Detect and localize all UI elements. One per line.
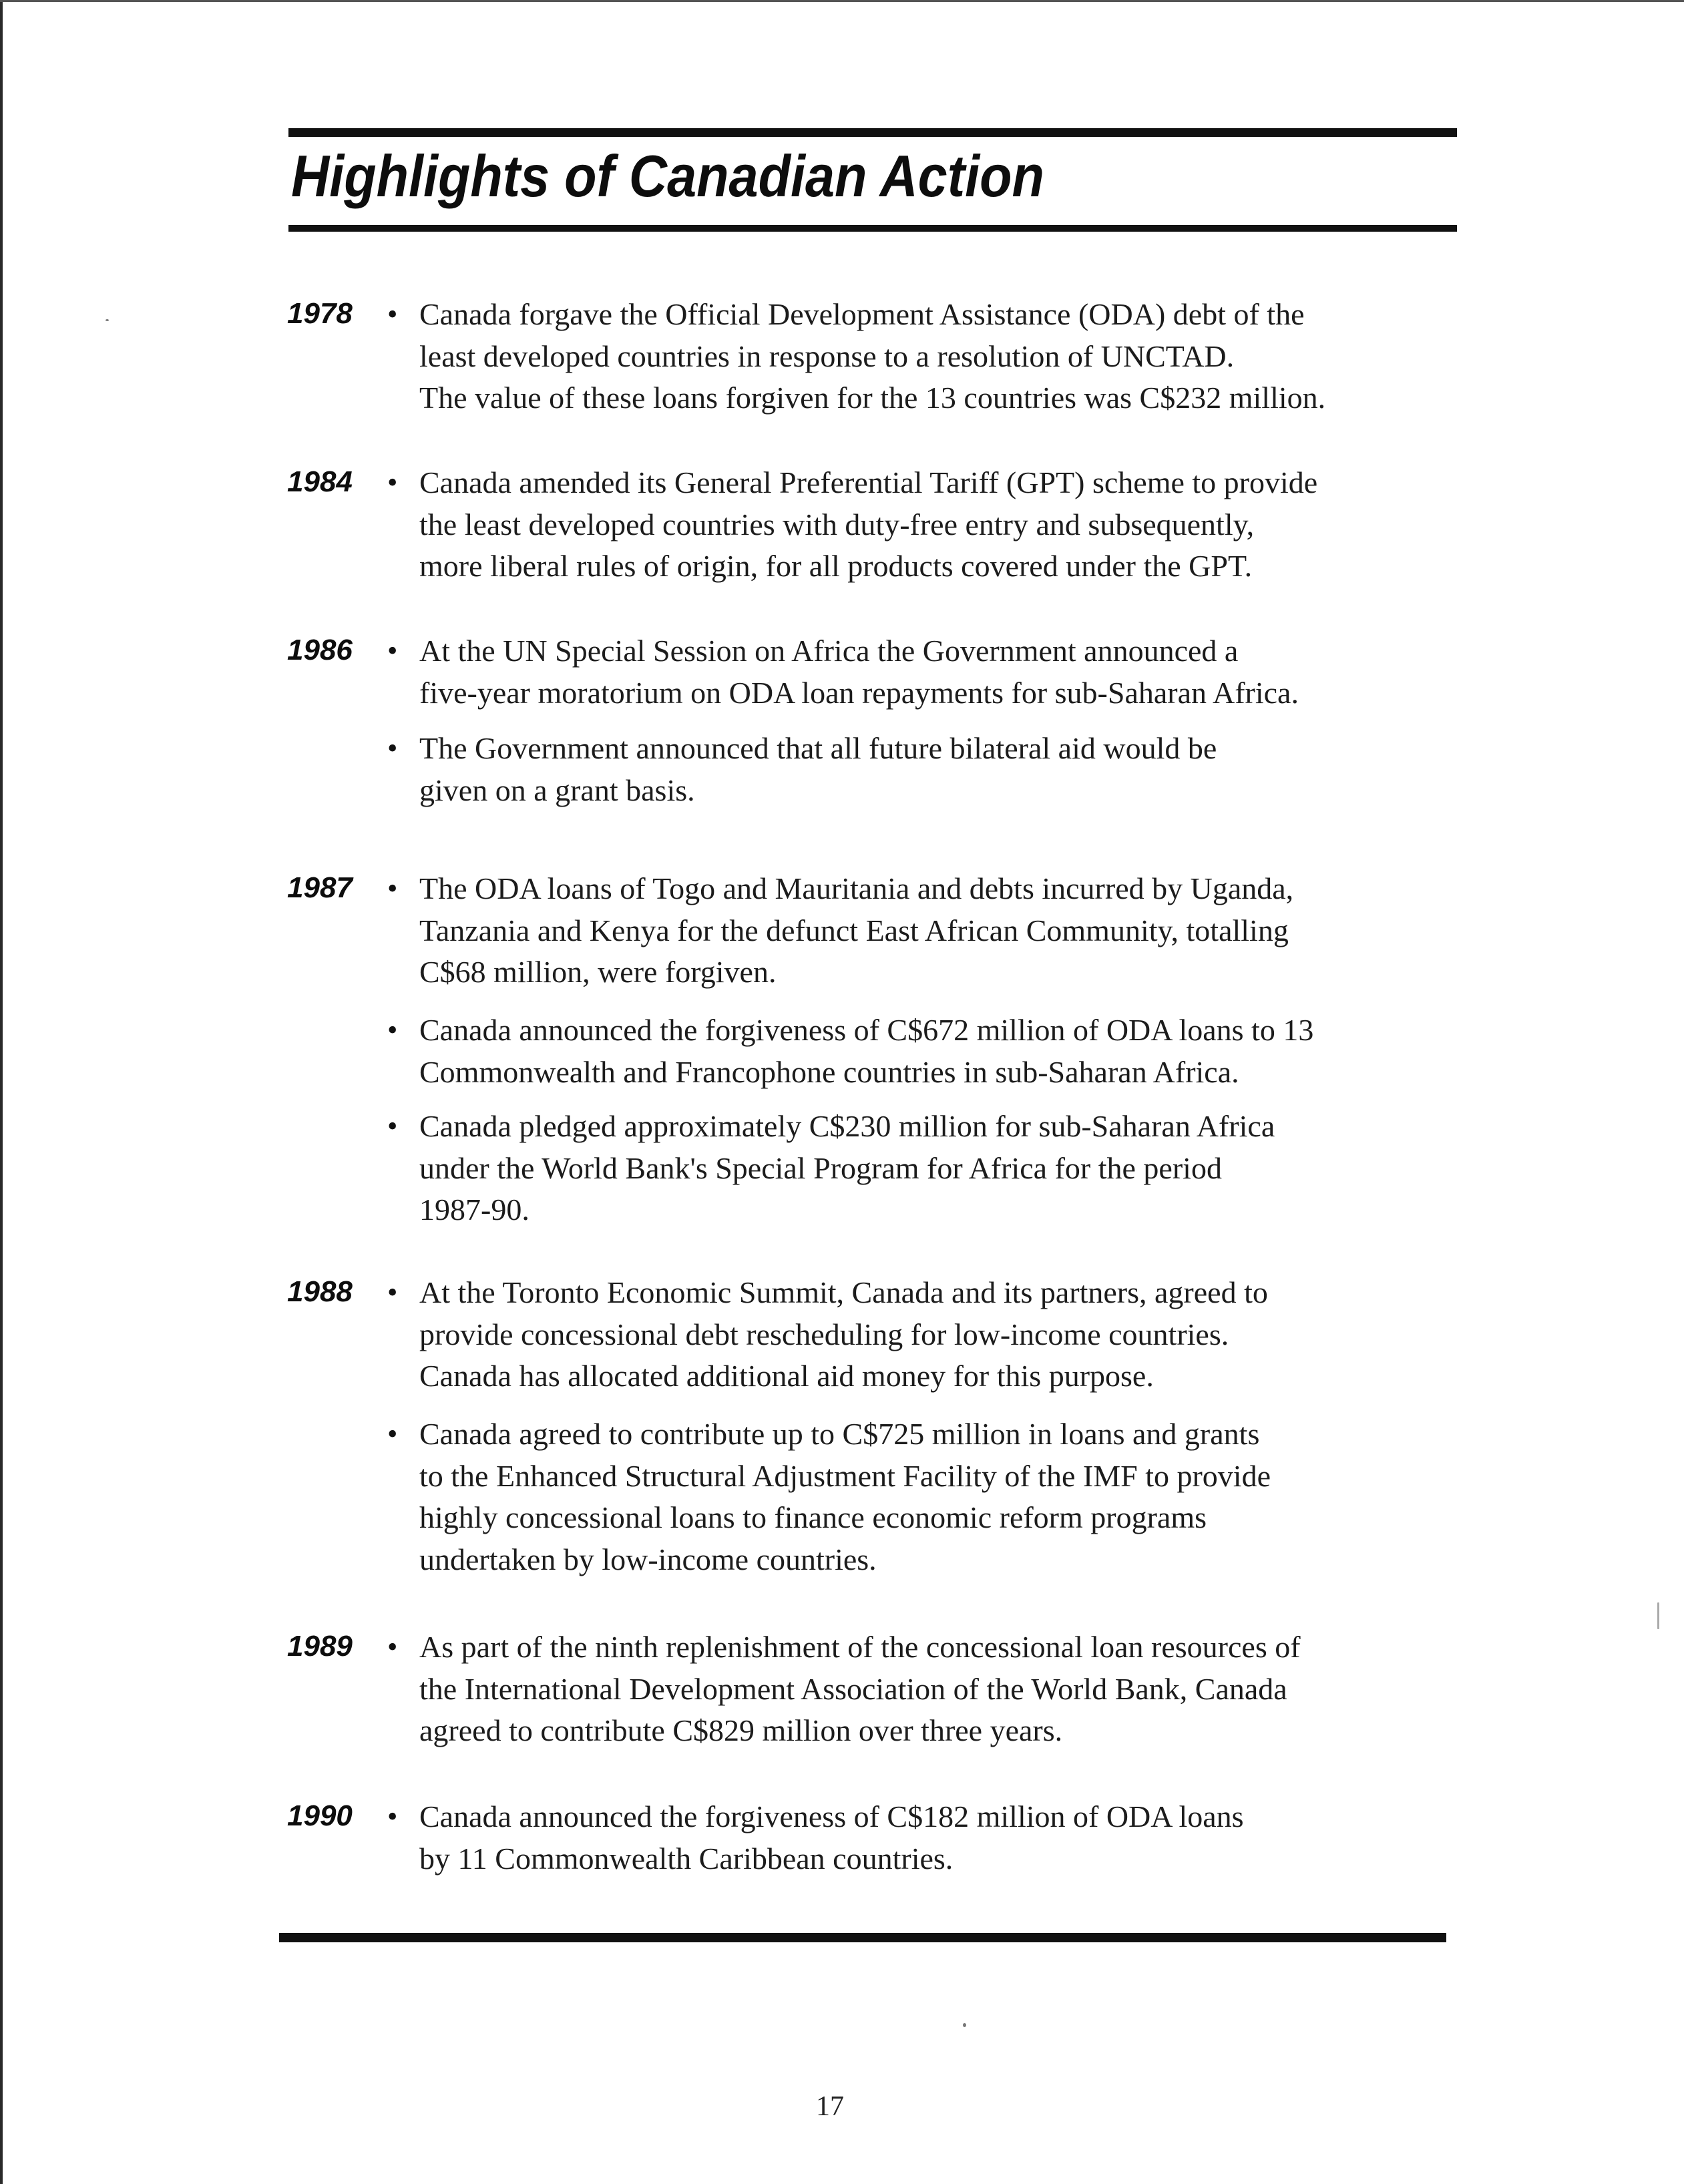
- bullet-text: Canada forgave the Official Development Assistance (ODA) debt of the least developed countries in response to a resolution of UNCTAD. The value of these loans forgiven for the 13 countries was C$232 million.: [419, 297, 1326, 415]
- scan-speck: [963, 2023, 966, 2027]
- bullet-text: As part of the ninth replenishment of the concessional loan resources of the International Development Association of the World Bank, Canada agreed to contribute C$829 million over three years.: [419, 1630, 1301, 1747]
- bullet-item: [387, 728, 1461, 811]
- bullet-icon: •: [387, 1014, 398, 1046]
- bullet-text: Canada pledged approximately C$230 million for sub-Saharan Africa under the World Bank's Special Program for Africa for the period 1987-90.: [419, 1109, 1275, 1227]
- bullet-item: [387, 294, 1461, 419]
- page-number: 17: [816, 2091, 844, 2122]
- bullet-icon: •: [387, 634, 398, 667]
- bullet-text: Canada agreed to contribute up to C$725 million in loans and grants to the Enhanced Structural Adjustment Facility of the IMF to provide highly concessional loans to finance economic reform programs undertaken by low-income countries.: [419, 1417, 1271, 1576]
- bullet-item: [387, 462, 1461, 588]
- bullet-text: At the UN Special Session on Africa the Government announced a five-year moratorium on ODA loan repayments for sub-Saharan Africa.: [419, 634, 1299, 710]
- bullet-item: [387, 868, 1461, 994]
- bullet-item: [387, 630, 1461, 714]
- page-title: Highlights of Canadian Action: [291, 143, 1044, 209]
- entry-year: 1984: [287, 465, 353, 498]
- bullet-icon: •: [387, 1276, 398, 1309]
- bullet-text: Canada amended its General Preferential Tariff (GPT) scheme to provide the least developed countries with duty-free entry and subsequently, more liberal rules of origin, for all products covered under the GPT.: [419, 465, 1318, 583]
- bullet-item: [387, 1272, 1461, 1397]
- bottom-rule: [279, 1933, 1446, 1942]
- title-underline-rule: [288, 225, 1457, 232]
- bullet-item: [387, 1106, 1461, 1231]
- bullet-text: The ODA loans of Togo and Mauritania and debts incurred by Uganda, Tanzania and Kenya for the defunct East African Community, totalling C$68 million, were forgiven.: [419, 871, 1294, 989]
- bullet-text: At the Toronto Economic Summit, Canada and its partners, agreed to provide concessional debt rescheduling for low-income countries. Canada has allocated additional aid money for this purpose.: [419, 1275, 1268, 1393]
- bullet-text: The Government announced that all future bilateral aid would be given on a grant basis.: [419, 731, 1217, 807]
- entry-year: 1987: [287, 871, 353, 904]
- bullet-icon: •: [387, 1630, 398, 1663]
- entry-year: 1989: [287, 1630, 353, 1663]
- entry-year: 1988: [287, 1275, 353, 1308]
- bullet-icon: •: [387, 1110, 398, 1142]
- bullet-icon: •: [387, 298, 398, 331]
- bullet-item: [387, 1796, 1461, 1880]
- bullet-icon: •: [387, 466, 398, 499]
- scan-edge-top: [0, 0, 1684, 2]
- bullet-text: Canada announced the forgiveness of C$672 million of ODA loans to 13 Commonwealth and Francophone countries in sub-Saharan Africa.: [419, 1013, 1314, 1089]
- scan-speck: [1657, 1602, 1659, 1629]
- bullet-icon: •: [387, 1800, 398, 1833]
- scan-edge: [0, 0, 3, 2184]
- bullet-icon: •: [387, 732, 398, 765]
- bullet-icon: •: [387, 872, 398, 905]
- bullet-text: Canada announced the forgiveness of C$182 million of ODA loans by 11 Commonwealth Caribbean countries.: [419, 1799, 1244, 1876]
- entry-year: 1978: [287, 297, 353, 330]
- bullet-item: [387, 1413, 1461, 1580]
- entry-year: 1986: [287, 634, 353, 666]
- scan-speck: [106, 319, 109, 321]
- bullet-item: [387, 1010, 1461, 1093]
- bullet-item: [387, 1626, 1461, 1752]
- bullet-icon: •: [387, 1417, 398, 1450]
- entry-year: 1990: [287, 1799, 353, 1832]
